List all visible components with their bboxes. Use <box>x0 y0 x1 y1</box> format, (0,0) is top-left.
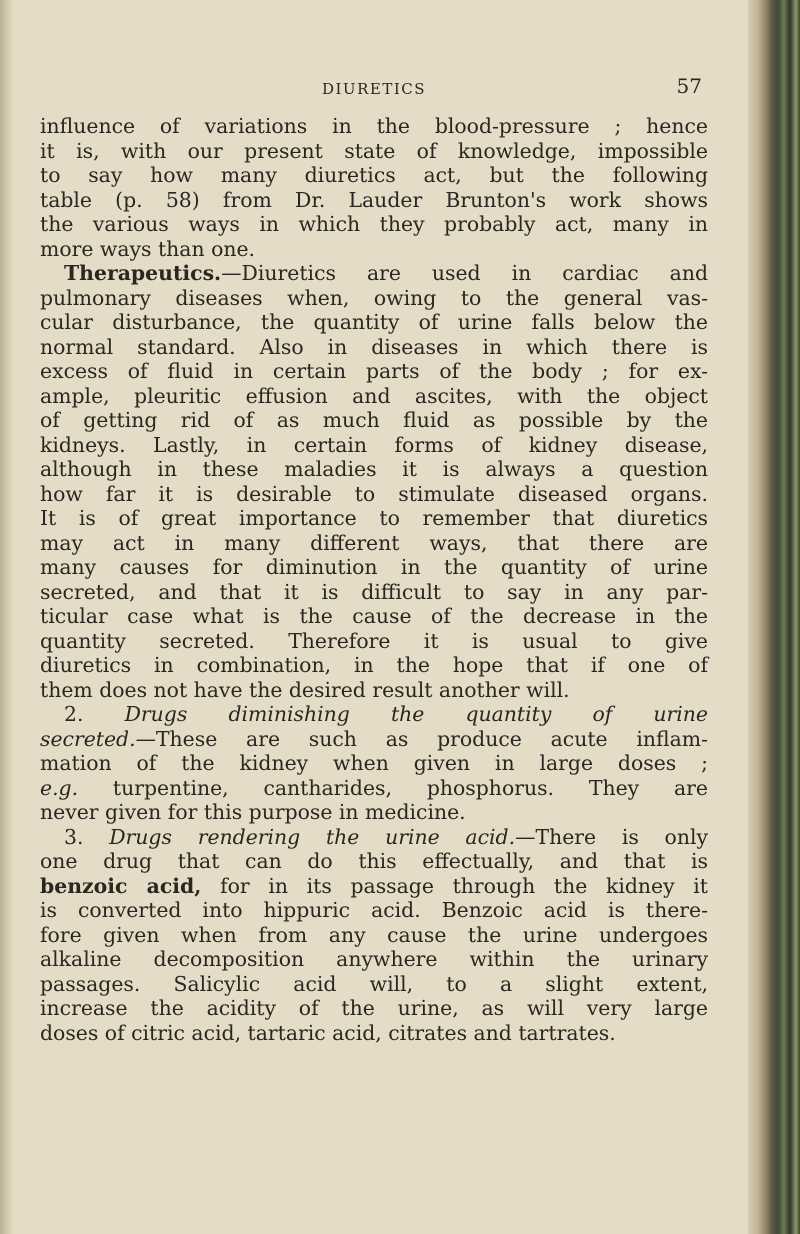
section-heading-therapeutics: Therapeutics. <box>64 261 222 285</box>
text-line: doses of citric acid, tartaric acid, citrates and tartrates. <box>40 1020 616 1045</box>
text-run: for in its passage through the kidney it <box>201 873 708 898</box>
text-line: normal standard. Also in diseases in which there is <box>40 334 708 359</box>
text-line: is converted into hippuric acid. Benzoic acid is there- <box>40 898 708 922</box>
section-heading-continued: secreted. <box>40 726 136 751</box>
text-line: more ways than one. <box>40 236 256 261</box>
text-line: never given for this purpose in medicine. <box>40 800 466 824</box>
text-run: —Diuretics are used in cardiac and <box>221 261 708 285</box>
item-number: 2. <box>64 702 125 726</box>
text-line: them does not have the desired result another will. <box>40 677 570 702</box>
text-line: it is, with our present state of knowledge, impossible <box>40 138 708 163</box>
paragraph-drugs-rendering-acid <box>40 825 708 850</box>
text-line: secreted, and that it is difficult to say in any par- <box>40 579 708 604</box>
text-line: the various ways in which they probably act, many in <box>40 212 708 236</box>
text-line <box>40 727 708 752</box>
page-number: 57 <box>676 74 702 98</box>
text-line: excess of fluid in certain parts of the body ; for ex- <box>40 359 708 383</box>
text-run: —These are such as produce acute inflam- <box>135 726 708 751</box>
text-line: alkaline decomposition anywhere within the urinary <box>40 947 708 971</box>
text-line: quantity secreted. Therefore it is usual to give <box>40 628 708 653</box>
term-benzoic-acid: benzoic acid, <box>40 873 202 898</box>
text-line <box>40 874 708 899</box>
text-line: may act in many different ways, that there are <box>40 530 708 555</box>
text-line: ticular case what is the cause of the decrease in the <box>40 604 708 628</box>
text-line: many causes for diminution in the quantity of urine <box>40 555 708 579</box>
text-line: fore given when from any cause the urine undergoes <box>40 922 708 947</box>
text-line: how far it is desirable to stimulate diseased organs. <box>40 481 708 506</box>
section-heading-drugs-rendering-acid: Drugs rendering the urine acid. <box>109 824 516 849</box>
body-text <box>40 114 708 1045</box>
text-run: —There is only <box>515 824 709 849</box>
text-line: increase the acidity of the urine, as will very large <box>40 996 708 1020</box>
book-fore-edge <box>748 0 800 1234</box>
text-line: mation of the kidney when given in large doses ; <box>40 751 708 775</box>
text-line: pulmonary diseases when, owing to the general vas- <box>40 285 708 310</box>
text-line: of getting rid of as much fluid as possible by the <box>40 408 708 432</box>
page-header <box>40 74 708 104</box>
paragraph-drugs-diminishing <box>40 702 708 727</box>
text-line <box>40 776 708 801</box>
text-line: passages. Salicylic acid will, to a slight extent, <box>40 971 708 996</box>
text-line: diuretics in combination, in the hope that if one of <box>40 653 708 677</box>
text-line: ample, pleuritic effusion and ascites, with the object <box>40 383 708 408</box>
text-line: table (p. 58) from Dr. Lauder Brunton's work shows <box>40 187 708 212</box>
abbreviation-eg: e.g. <box>40 775 79 800</box>
paragraph-therapeutics <box>40 261 708 286</box>
text-run: turpentine, cantharides, phosphorus. They are <box>78 775 708 800</box>
text-line: influence of variations in the blood-pressure ; hence <box>40 114 708 138</box>
text-line: although in these maladies it is always a question <box>40 457 708 481</box>
text-line: to say how many diuretics act, but the following <box>40 163 708 187</box>
item-number: 3. <box>64 824 110 849</box>
running-head: DIURETICS <box>321 80 427 98</box>
section-heading-drugs-diminishing: Drugs diminishing the quantity of urine <box>124 702 709 726</box>
text-line: cular disturbance, the quantity of urine falls below the <box>40 310 708 334</box>
text-line: It is of great importance to remember that diuretics <box>40 506 708 530</box>
text-line: one drug that can do this effectually, and that is <box>40 849 708 873</box>
text-line: kidneys. Lastly, in certain forms of kidney disease, <box>40 432 708 457</box>
page-gutter-shadow <box>0 0 14 1234</box>
